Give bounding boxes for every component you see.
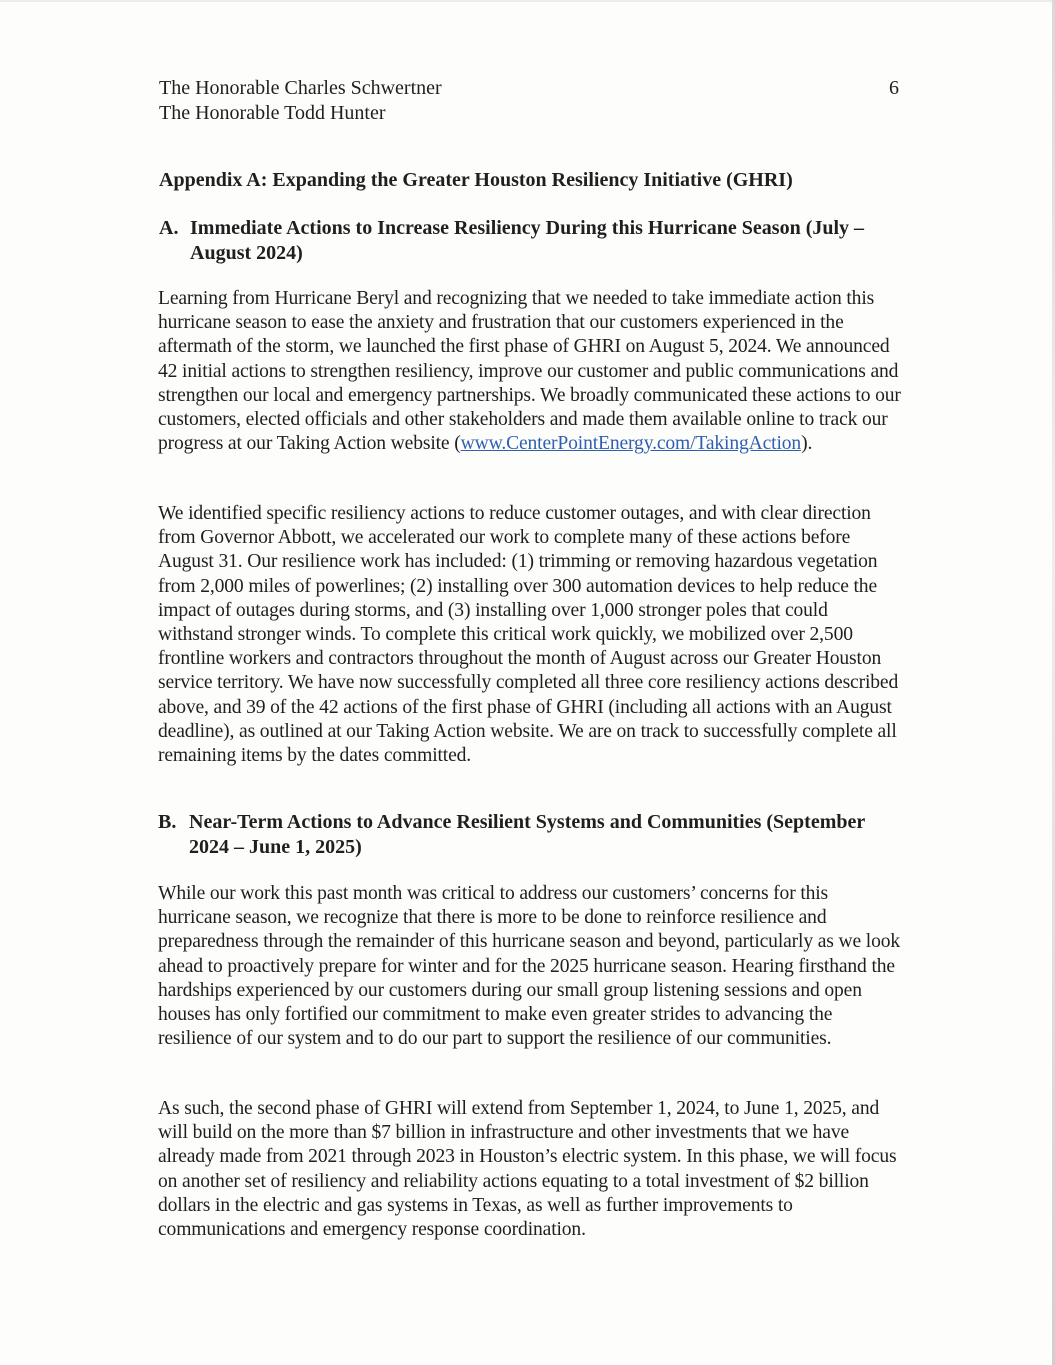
section-a-title: Immediate Actions to Increase Resiliency During this Hurricane Season (July – August 2024): [190, 217, 865, 264]
section-b-paragraph-2: As such, the second phase of GHRI will extend from September 1, 2024, to June 1, 2025, and will build on the more than $7 billion in infrastructure and other investments that we have already made from 2021 through 2023 in Houston’s electric system. In this phase, we will focus on another set of resiliency and reliability actions equating to a total investment of $2 billion dollars in the electric and gas systems in Texas, as well as further improvements to communications and emergency response coordination.: [158, 1098, 897, 1241]
page-number: 6: [889, 77, 899, 99]
recipient-block: [159, 76, 442, 126]
section-b-paragraph-1: While our work this past month was critical to address our customers’ concerns for this hurricane season, we recognize that there is more to be done to reinforce resilience and preparedness through the remainder of this hurricane season and beyond, particularly as we look ahead to proactively prepare for winter and for the 2025 hurricane season. Hearing firsthand the hardships experienced by our customers during our small group listening sessions and open houses has only fortified our commitment to make even greater strides to advancing the resilience of our system and to do our part to support the resilience of our communities.: [158, 883, 901, 1050]
scan-edge-top: [0, 0, 1055, 2]
recipient-line-2: The Honorable Todd Hunter: [159, 102, 386, 124]
taking-action-link[interactable]: www.CenterPointEnergy.com/TakingAction: [460, 433, 802, 455]
section-a-paragraph-1-text: Learning from Hurricane Beryl and recognizing that we needed to take immediate action this hurricane season to ease the anxiety and frustration that our customers experienced in the aftermath of the storm, we launched the first phase of GHRI on August 5, 2024. We announced 42 initial actions to strengthen resiliency, improve our customer and public communications and strengthen our local and emergency partnerships. We broadly communicated these actions to our customers, elected officials and other stakeholders and made them available online to track our progress at our Taking Action website (: [158, 288, 901, 455]
recipient-line-1: The Honorable Charles Schwertner: [159, 77, 442, 99]
section-a-paragraph-1: [158, 287, 903, 456]
section-b-title: Near-Term Actions to Advance Resilient Systems and Communities (September 2024 – June 1, 2025): [189, 811, 865, 858]
section-b-heading: [158, 810, 898, 860]
section-b-letter: B.: [158, 811, 177, 833]
section-a-paragraph-1-end: ).: [801, 433, 813, 455]
section-a-letter: A.: [159, 217, 179, 239]
appendix-title: Appendix A: Expanding the Greater Houston Resiliency Initiative (GHRI): [159, 169, 793, 191]
section-a-heading: [159, 216, 899, 266]
section-a-paragraph-2: We identified specific resiliency actions to reduce customer outages, and with clear direction from Governor Abbott, we accelerated our work to complete many of these actions before August 31. Our resilience work has included: (1) trimming or removing hazardous vegetation from 2,000 miles of powerlines; (2) installing over 300 automation devices to help reduce the impact of outages during storms, and (3) installing over 1,000 stronger poles that could withstand stronger winds. To complete this critical work quickly, we mobilized over 2,500 frontline workers and contractors throughout the month of August across our Greater Houston service territory. We have now successfully completed all three core resiliency actions described above, and 39 of the 42 actions of the first phase of GHRI (including all actions with an August deadline), as outlined at our Taking Action website. We are on track to successfully complete all remaining items by the dates committed.: [158, 503, 899, 767]
